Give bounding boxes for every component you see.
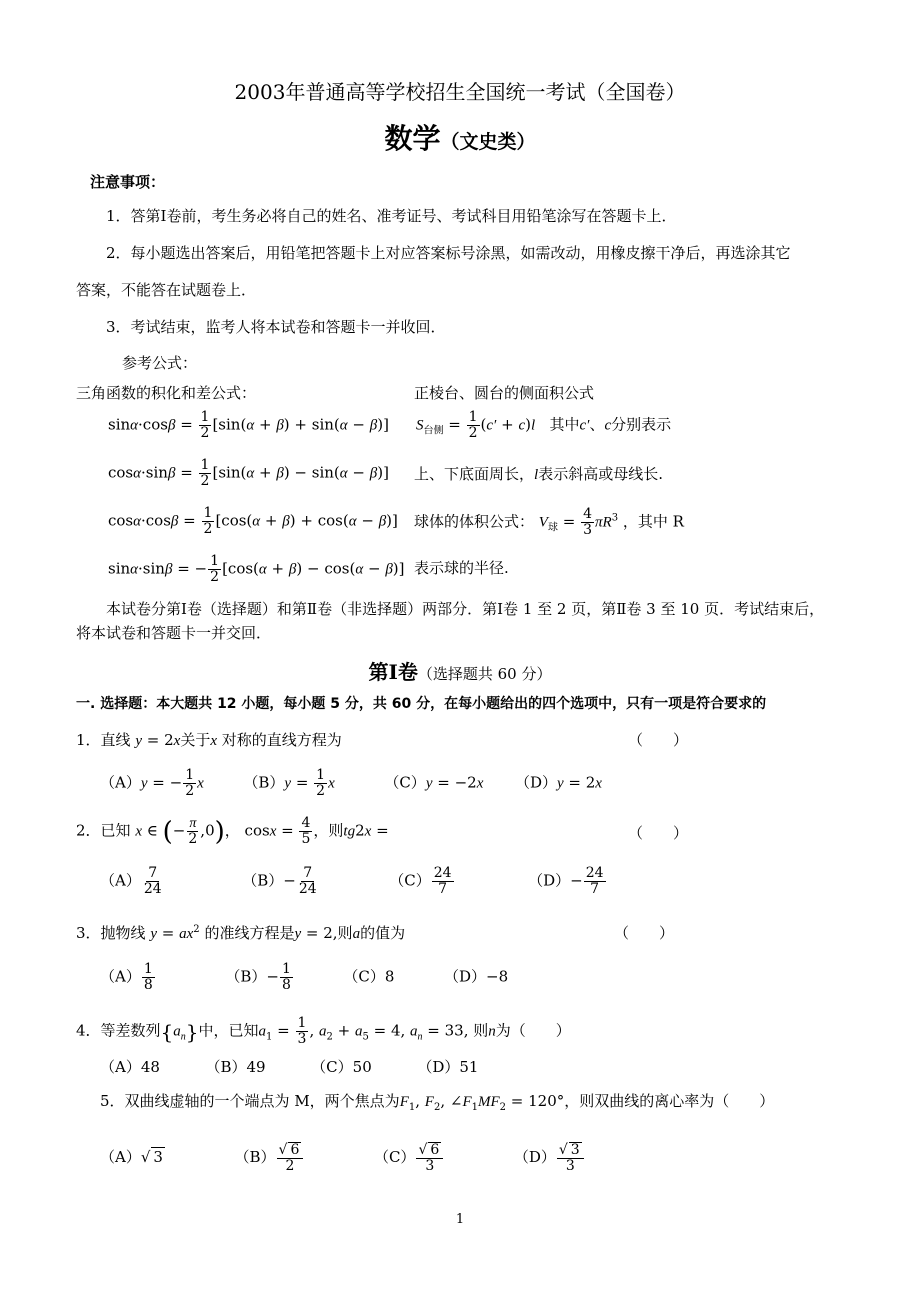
question-2-options: （A） $\frac{7}{24}$ （B）− $\frac{7}{24}$ （C） $\frac{24}{7}$ （D）− $\frac{24}{7}$ xyxy=(100,865,604,898)
notice-item-1: 1．答第Ⅰ卷前，考生务必将自己的姓名、准考证号、考试科目用铅笔涂写在答题卡上． xyxy=(106,207,677,225)
frustum-formula: $S_{台侧}$ = $\frac{1}{2}$ (c′ + c)l 其中c′、c分别表示 xyxy=(416,409,672,442)
question-2: 2．已知 x ∈ (− $\frac{\pi}{2}$ ,0)， cosx = $\frac{4}{5}$ ，则tg2x = xyxy=(76,815,389,848)
notice-heading: 注意事项： xyxy=(90,173,166,191)
trig-title: 三角函数的积化和差公式： xyxy=(76,384,257,402)
sphere-formula: 球体的体积公式： $V_球$ = $\frac{4}{3}$ $\pi R^3$ ，其中 R xyxy=(414,506,684,539)
notice-item-2-cont: 答案，不能答在试题卷上． xyxy=(76,281,257,299)
trig-formula-4: sinα·sinβ = − $\frac{1}{2}$ [cos(α + β) − cos(α − β)] xyxy=(108,553,405,586)
trig-formula-2: cosα·sinβ = $\frac{1}{2}$ [sin(α + β) − sin(α − β)] xyxy=(108,457,389,490)
section-subtitle: （选择题共 60 分） xyxy=(417,665,552,683)
intro-line-2: 将本试卷和答题卡一并交回． xyxy=(76,624,272,642)
section-title xyxy=(0,660,920,684)
intro-line-1: 本试卷分第Ⅰ卷（选择题）和第Ⅱ卷（非选择题）两部分．第Ⅰ卷 1 至 2 页，第Ⅱ卷 3 至 10 页．考试结束后， xyxy=(106,600,825,618)
subject-title xyxy=(0,122,920,156)
question-4-options xyxy=(100,1058,478,1076)
frustum-title: 正棱台、圆台的侧面积公式 xyxy=(414,384,595,402)
question-3-options: （A） $\frac{1}{8}$ （B）− $\frac{1}{8}$ （C）8 （D）−8 xyxy=(100,961,509,994)
section-title-main: 第Ⅰ卷 xyxy=(368,660,418,684)
q4-option-d: （D）51 xyxy=(417,1058,479,1076)
question-3: 3．抛物线 $y = ax^2$ 的准线方程是y = 2,则a的值为 xyxy=(76,924,406,942)
q4-option-b: （B）49 xyxy=(205,1058,266,1076)
notice-item-3: 3．考试结束，监考人将本试卷和答题卡一并收回． xyxy=(106,318,446,336)
question-5-options: （A）√ 3 （B） $\frac{√ 6}{2}$ （C） $\frac{√ 6}{3}$ （D） $\frac{√ 3}{3}$ xyxy=(100,1142,585,1174)
formulas-heading: 参考公式： xyxy=(122,354,198,372)
question-5: 5．双曲线虚轴的一个端点为 M，两个焦点为$F_1$, $F_2$, $\angle F_1MF_2 = 120^\circ$，则双曲线的离心率为（ ） xyxy=(100,1092,775,1113)
sphere-label: 球体的体积公式： xyxy=(414,512,535,531)
question-2-bracket: （ ） xyxy=(628,824,689,842)
question-1: 1．直线 y = 2x关于x 对称的直线方程为 xyxy=(76,731,342,749)
frustum-note-2: 分别表示 xyxy=(611,415,672,434)
frustum-line-2: 上、下底面周长，l表示斜高或母线长. xyxy=(414,465,663,483)
subject-type: （文史类） xyxy=(440,131,536,153)
question-4: 4．等差数列$\{a_n\}$中，已知$a_1$ = $\frac{1}{3}$ , $a_2 + a_5 = 4$, $a_n = 33$, 则n为（ ） xyxy=(76,1015,571,1048)
sphere-line-2: 表示球的半径. xyxy=(414,559,509,577)
trig-formula-1: sinα·cosβ = $\frac{1}{2}$ [sin(α + β) + sin(α − β)] xyxy=(108,409,389,442)
q4-option-a: （A）48 xyxy=(100,1058,160,1076)
sphere-note: ，其中 R xyxy=(622,512,684,531)
page-number: 1 xyxy=(455,1212,465,1227)
question-1-options: （A）y = − $\frac{1}{2}$ x （B）y = $\frac{1}{2}$ x （C）y = −2x （D）y = 2x xyxy=(100,767,602,800)
q4-option-c: （C）50 xyxy=(311,1058,372,1076)
subject-name: 数学 xyxy=(384,122,441,155)
section-instruction: 一. 选择题：本大题共 12 小题，每小题 5 分，共 60 分，在每小题给出的四个选项中，只有一项是符合要求的 xyxy=(76,696,767,712)
frustum-note-1: 其中 xyxy=(549,415,580,434)
notice-item-2: 2．每小题选出答案后，用铅笔把答题卡上对应答案标号涂黑，如需改动，用橡皮擦干净后，再选涂其它 xyxy=(106,244,791,262)
trig-formula-3: cosα·cosβ = $\frac{1}{2}$ [cos(α + β) + cos(α − β)] xyxy=(108,505,398,538)
question-1-bracket: （ ） xyxy=(628,731,689,749)
exam-title: 2003年普通高等学校招生全国统一考试（全国卷） xyxy=(234,80,686,104)
question-3-bracket: （ ） xyxy=(614,924,675,942)
